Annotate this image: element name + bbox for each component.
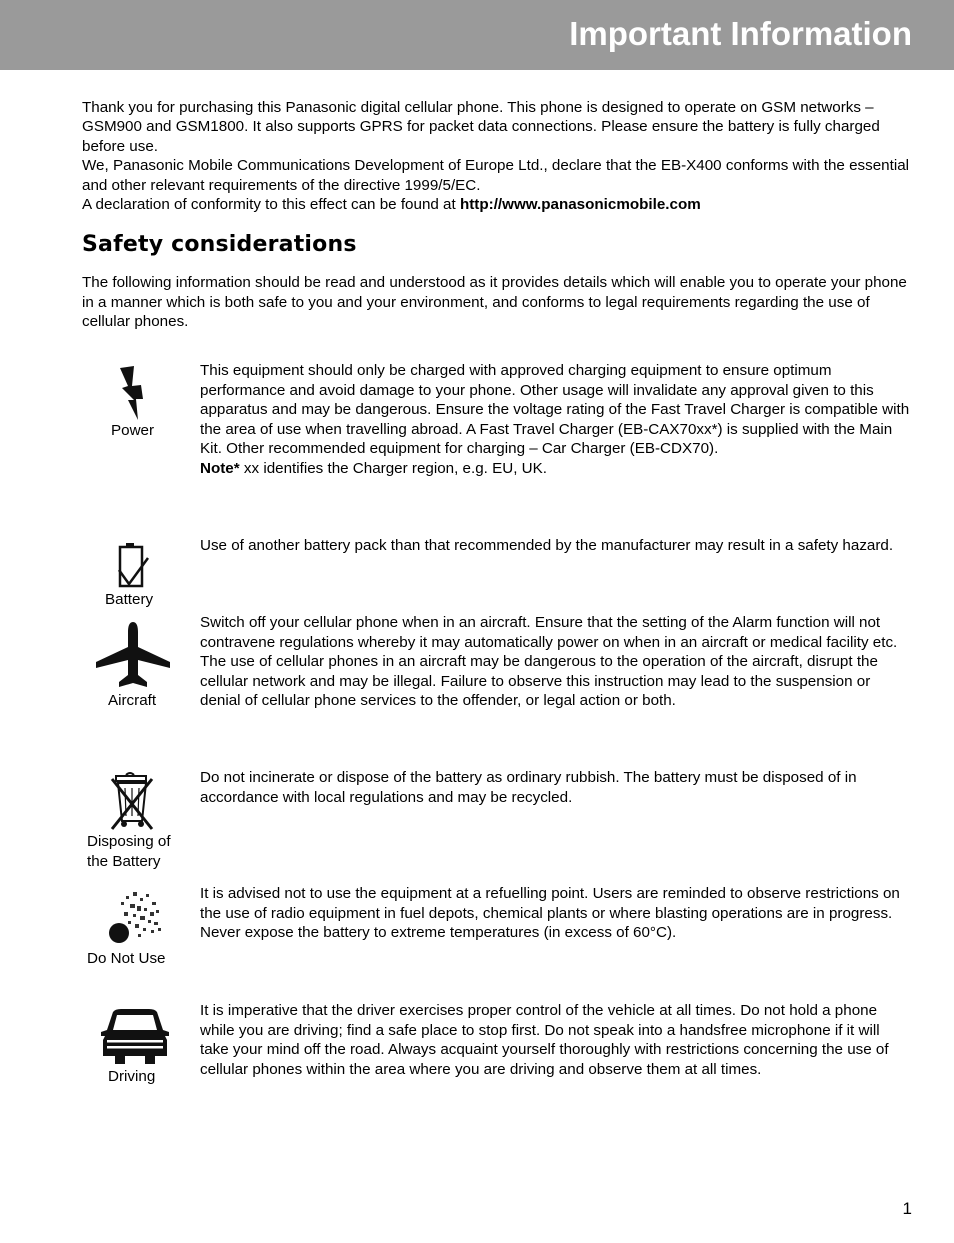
disposing-label-line2: the Battery bbox=[87, 852, 161, 870]
intro-section bbox=[82, 98, 912, 214]
driving-text: It is imperative that the driver exercises proper control of the vehicle at all times. Do not hold a phone while you are driving; find a safe place to stop first. Do not speak into a handsfree microphone if it will take your mind off the road. Always acquaint yourself thoroughly with restrictions concerning the use of cellular phones within the area where you are driving and observe them at all times. bbox=[200, 1002, 889, 1078]
header-bar bbox=[0, 0, 954, 70]
section-intro: The following information should be read and understood as it provides details which will enable you to operate your phone in a manner which is both safe to you and your environment, and conforms to legal requirements regarding the use of cellular phones. bbox=[82, 274, 907, 331]
driving-label: Driving bbox=[108, 1068, 156, 1085]
aircraft-text: Switch off your cellular phone when in an aircraft. Ensure that the setting of the Alarm function will not contravene regulations whereby it may automatically power on when in an aircraft or medical facility etc. The use of cellular phones in an aircraft may be dangerous to the operation of the aircraft, disrupt the cellular network and may be illegal. Failure to observe this instruction may lead to the suspension or denial of cellular phone services to the offender, or legal action or both. bbox=[200, 614, 898, 709]
disposing-text: Do not incinerate or dispose of the battery as ordinary rubbish. The battery must be disposed of in accordance with local regulations and may be recycled. bbox=[200, 769, 857, 806]
battery-text: Use of another battery pack than that recommended by the manufacturer may result in a safety hazard. bbox=[200, 537, 894, 554]
do-not-use-label: Do Not Use bbox=[87, 950, 166, 967]
intro-paragraph-1: Thank you for purchasing this Panasonic digital cellular phone. This phone is designed to operate on GSM networks – GSM900 and GSM1800. It also supports GPRS for packet data connections. Please ensure the battery is fully charged before use. bbox=[82, 99, 880, 155]
disposing-label bbox=[87, 832, 171, 871]
power-label: Power bbox=[111, 422, 155, 439]
car-icon bbox=[99, 1008, 171, 1066]
declaration-text: A declaration of conformity to this effect can be found at bbox=[82, 196, 456, 214]
note-label: Note* bbox=[200, 459, 240, 477]
power-description: This equipment should only be charged with approved charging equipment to ensure optimum performance and avoid damage to your phone. Other usage will invalidate any approval given to this apparatus and may be dangerous. Ensure the voltage rating of the Fast Travel Charger is compatible with the area of use when travelling abroad. A Fast Travel Charger (EB-CAX70xx*) is supplied with the Main Kit. Other recommended equipment for charging – Car Charger (EB-CDX70). bbox=[200, 362, 910, 457]
website-link[interactable]: http://www.panasonicmobile.com bbox=[459, 196, 701, 214]
page-number: 1 bbox=[902, 1199, 912, 1218]
power-text bbox=[200, 361, 912, 478]
crossed-bin-icon bbox=[110, 771, 156, 831]
battery-label: Battery bbox=[105, 591, 154, 608]
note-text: xx identifies the Charger region, e.g. EU, UK. bbox=[243, 459, 547, 477]
page-title: Important Information bbox=[569, 15, 912, 52]
intro-paragraph-2: We, Panasonic Mobile Communications Development of Europe Ltd., declare that the EB-X400 conforms with the essential and other relevant requirements of the directive 1999/5/EC. bbox=[82, 157, 910, 194]
airplane-icon bbox=[96, 622, 170, 688]
disposing-label-line1: Disposing of bbox=[87, 833, 171, 850]
battery-icon bbox=[116, 542, 150, 588]
lightning-icon bbox=[114, 366, 154, 420]
section-title: Safety considerations bbox=[82, 232, 357, 257]
explosion-icon bbox=[106, 888, 164, 946]
intro-paragraph-3 bbox=[82, 195, 912, 214]
do-not-use-text: It is advised not to use the equipment at a refuelling point. Users are reminded to observe restrictions on the use of radio equipment in fuel depots, chemical plants or where blasting operations are in progress. Never expose the battery to extreme temperatures (in excess of 60°C). bbox=[200, 885, 900, 941]
aircraft-label: Aircraft bbox=[108, 692, 157, 709]
